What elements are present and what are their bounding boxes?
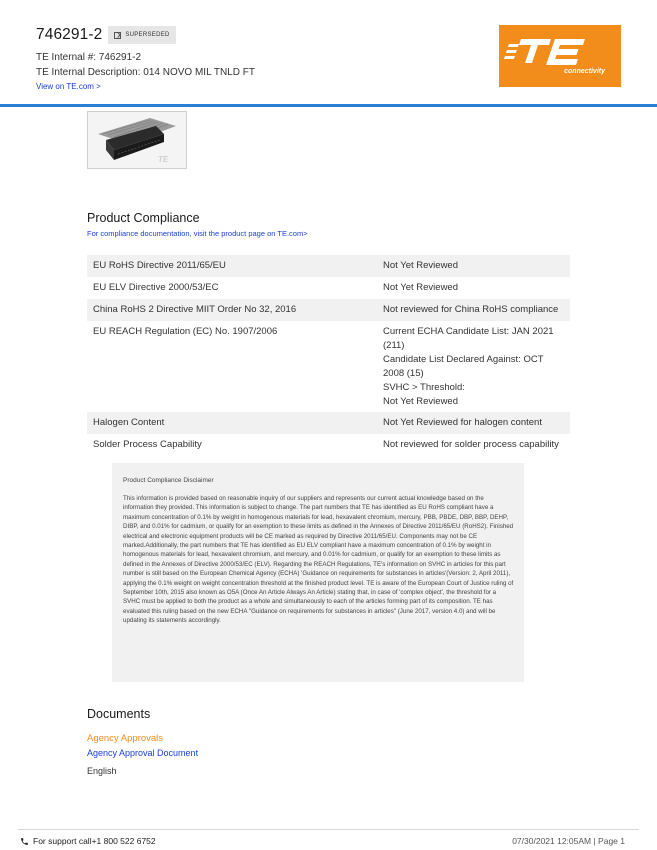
documents-title: Documents [87,707,151,721]
table-row [87,255,570,277]
header-divider [0,104,657,107]
support-phone: For support call+1 800 522 6752 [33,836,156,846]
footer-date-page: 07/30/2021 12:05AM | Page 1 [512,836,625,846]
compliance-value: Not Yet Reviewed [383,282,458,293]
svg-text:TE: TE [158,155,169,164]
te-logo-mark-icon [499,25,621,87]
compliance-label: EU RoHS Directive 2011/65/EU [93,260,226,271]
logo-subtext: connectivity [564,68,605,75]
product-compliance-title: Product Compliance [87,211,200,225]
part-number: 746291-2 [36,26,103,43]
footer-support [20,836,156,846]
internal-description: TE Internal Description: 014 NOVO MIL TNLD FT [36,67,255,78]
compliance-value: Not Yet Reviewed [383,260,458,271]
compliance-disclaimer [112,463,524,682]
compliance-label: Solder Process Capability [93,439,202,450]
status-badge-label: SUPERSEDED [125,32,170,38]
compliance-documentation-link[interactable]: For compliance documentation, visit the product page on TE.com> [87,229,308,238]
table-row [87,299,570,321]
table-row [87,277,570,299]
part-number-row [36,26,176,44]
agency-approval-document-link[interactable]: Agency Approval Document [87,748,199,758]
compliance-label: EU REACH Regulation (EC) No. 1907/2006 [93,326,278,337]
table-row [87,321,570,412]
internal-number: TE Internal #: 746291-2 [36,52,142,63]
connector-illustration-icon [88,112,187,169]
document-category: Agency Approvals [87,733,164,744]
compliance-value: Current ECHA Candidate List: JAN 2021 (211) Candidate List Declared Against: OCT 2008 (15) SVHC > Threshold: Not Yet Reviewed [383,326,554,407]
te-connectivity-logo [499,25,621,87]
table-row [87,434,570,456]
table-row [87,412,570,434]
phone-icon [20,837,29,846]
compliance-value: Not reviewed for solder process capability [383,439,559,450]
compliance-value: Not reviewed for China RoHS compliance [383,304,559,315]
external-link-icon [114,32,121,39]
footer-divider [18,829,639,830]
disclaimer-body: This information is provided based on reasonable inquiry of our suppliers and represents our current actual knowledge based on the information they provided. This information is subject to change. The part numbers that TE has identified as EU RoHS compliant have a maximum concentration of 0.1% by weight in homogenous materials for lead, hexavalent chromium, mercury, PBB, PBDE, DBP, BBP, DEHP, DIBP, and 0.01% for cadmium, or qualify for an exemption to these limits as defined in the Annexes of Directive 2011/65/EU (RoHS2). Finished electrical and electronic equipment products will be CE marked as required by Directive 2011/65/EU. Components may not be CE marked.Additionally, the part numbers that TE has identified as EU ELV compliant have a maximum concentration of 0.1% by weight in homogenous materials for lead, hexavalent chromium, and mercury, and 0.01% for cadmium, or qualify for an exemption to these limits as defined in the Annexes of Directive 2000/53/EC (ELV). Regarding the REACH Regulations, TE's information on SVHC in articles for this part number is still based on the European Chemical Agency (ECHA) 'Guidance on requirements for substances in articles'(Version: 2, April 2011), applying the 0.1% weight on weight concentration threshold at the finished product level. TE is aware of the European Court of Justice ruling of September 10th, 2015 also known as O5A (Once An Article Always An Article) stating that, in case of 'complex object', the threshold for a SVHC must be applied to both the product as a whole and simultaneously to each of the articles forming part of its composition. TE has evaluated this ruling based on the new ECHA "Guidance on requirements for substances in articles" (June 2017, version 4.0) and will be updating its statements accordingly. [123,495,514,625]
disclaimer-title: Product Compliance Disclaimer [123,477,214,484]
product-image [87,111,187,169]
status-badge [108,26,175,44]
document-language: English [87,766,117,776]
view-on-te-link[interactable]: View on TE.com > [36,82,101,91]
compliance-label: China RoHS 2 Directive MIIT Order No 32, 2016 [93,304,297,315]
compliance-value: Not Yet Reviewed for halogen content [383,417,542,428]
compliance-label: Halogen Content [93,417,165,428]
compliance-table [87,255,570,456]
page-header [0,0,657,105]
compliance-label: EU ELV Directive 2000/53/EC [93,282,219,293]
